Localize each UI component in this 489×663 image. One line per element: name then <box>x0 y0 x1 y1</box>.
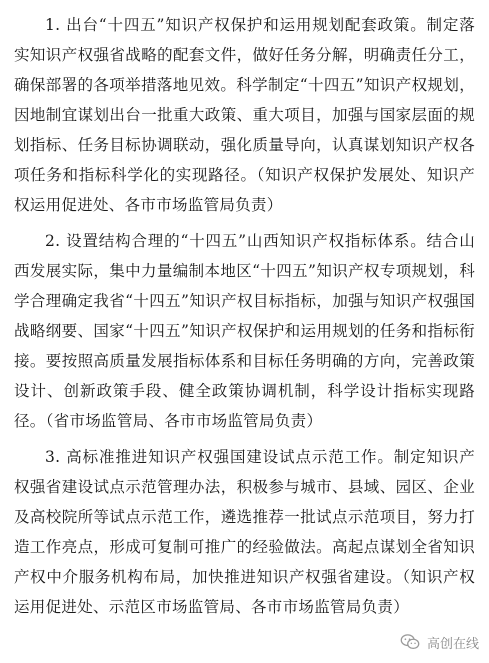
watermark <box>399 631 479 653</box>
paragraph-3: 3. 高标准推进知识产权强国建设试点示范工作。制定知识产权强省建设试点示范管理办法，积极参与城市、县域、园区、企业及高校院所等试点示范工作，遴选推荐一批试点示范项目，努力打造工作亮点，形成可复制可推广的经验做法。高起点谋划全省知识产权中介服务机构布局，加快推进知识产权强省建设。（知识产权运用促进处、示范区市场监管局、各市市场监管局负责） <box>14 448 475 616</box>
watermark-text: 高创在线 <box>426 636 479 652</box>
paragraph-1: 1. 出台“十四五”知识产权保护和运用规划配套政策。制定落实知识产权强省战略的配套文件，做好任务分解，明确责任分工，确保部署的各项举措落地见效。科学制定“十四五”知识产权规划，因地制宜谋划出台一批重大政策、重大项目，加强与国家层面的规划指标、任务目标协调联动，强化质量导向，认真谋划知识产权各项任务和指标科学化的实现路径。（知识产权保护发展处、知识产权运用促进处、各市市场监管局负责） <box>14 16 475 214</box>
paragraph-2: 2. 设置结构合理的“十四五”山西知识产权指标体系。结合山西发展实际，集中力量编制本地区“十四五”知识产权专项规划，科学合理确定我省“十四五”知识产权目标指标，加强与知识产权强国战略纲要、国家“十四五”知识产权保护和运用规划的任务和指标衔接。要按照高质量发展指标体系和目标任务明确的方向，完善政策设计、创新政策手段、健全政策协调机制，科学设计指标实现路径。（省市场监管局、各市市场监管局负责） <box>14 232 475 430</box>
wechat-icon <box>399 631 421 653</box>
